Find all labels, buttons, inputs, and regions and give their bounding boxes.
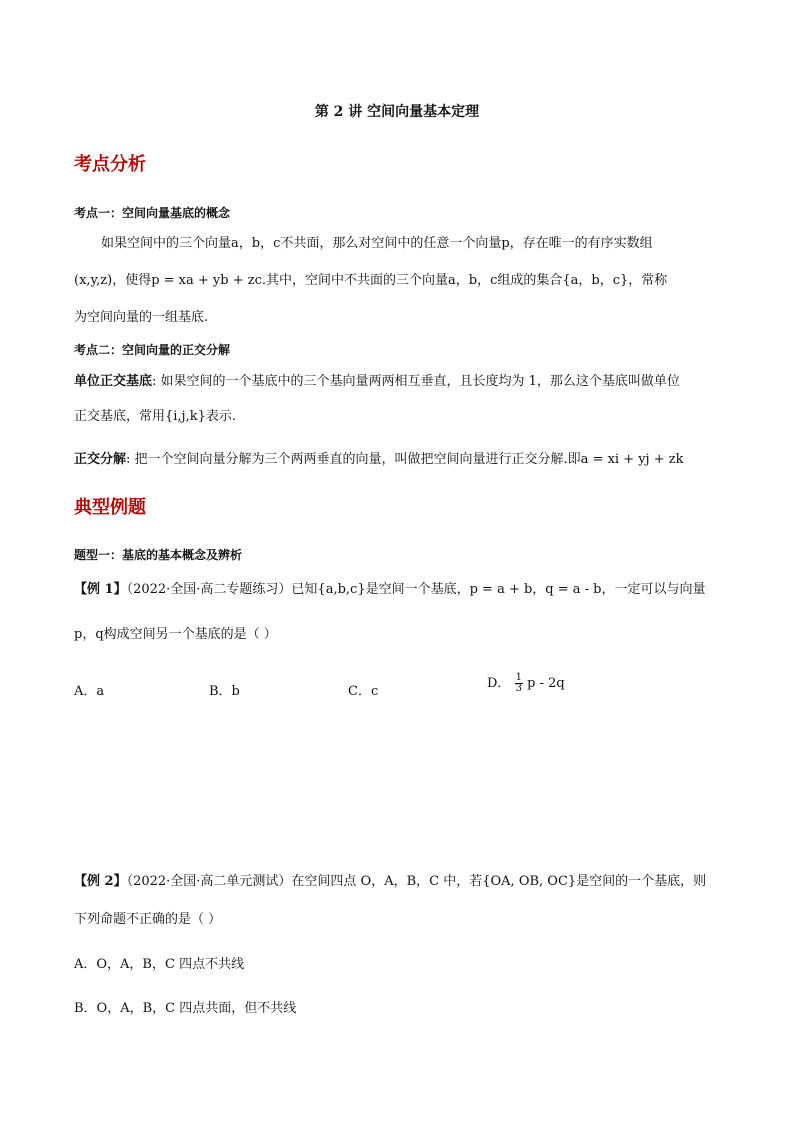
unit-basis-label: 单位正交基底 [74,374,153,389]
ex1-option-d [487,672,565,694]
ortho-label: 正交分解 [74,452,127,467]
fraction-denominator: 3 [515,683,522,694]
one-third-fraction [515,673,523,694]
ex2-tag: 【例 2】 [74,874,127,889]
ex2-text: （2022·全国·高二单元测试）在空间四点 O，A，B，C 中，若{OA, OB, OC}是空间的一个基底，则 [126,874,707,889]
type1-heading: 题型一：基底的基本概念及辨析 [74,548,243,562]
kp1-line2: (x,y,z)，使得p = xa + yb + zc.其中，空间中不共面的三个向量a，b，c组成的集合{a，b，c}，常称 [74,273,668,288]
ex1-text: （2022·全国·高二专题练习）已知{a,b,c}是空间一个基底，p = a + b，q = a - b，一定可以与向量 [126,582,706,597]
section-heading-analysis: 考点分析 [74,154,146,175]
ex2-line1 [74,872,706,892]
kp1-line3: 为空间向量的一组基底. [74,310,209,325]
ex1-line1 [74,580,706,600]
ortho-text: : 把一个空间向量分解为三个两两垂直的向量，叫做把空间向量进行正交分解.即a = xi + yj + zk [126,452,684,467]
section-heading-examples: 典型例题 [74,497,146,518]
unit-basis-text: : 如果空间的一个基底中的三个基向量两两相互垂直，且长度均为 1，那么这个基底叫做单位 [152,374,680,389]
page-title: 第 2 讲 空间向量基本定理 [314,104,480,120]
kp2-heading: 考点二：空间向量的正交分解 [74,343,231,357]
ex1-option-c: C．c [348,684,379,699]
kp1-heading: 考点一：空间向量基底的概念 [74,206,231,220]
option-d-expression: p - 2q [527,676,565,691]
ex1-option-b: B．b [209,684,240,699]
ex1-tag: 【例 1】 [74,582,127,597]
fraction-numerator: 1 [515,672,522,683]
kp2-unit-line2: 正交基底，常用{i,j,k}表示. [74,409,237,424]
ex1-line2: p，q构成空间另一个基底的是（ ） [74,627,277,642]
ex2-option-b: B．O，A，B，C 四点共面，但不共线 [74,1001,297,1016]
kp2-ortho-line [74,450,683,470]
ex2-option-a: A．O，A，B，C 四点不共线 [74,957,245,972]
option-d-label: D． [487,676,511,691]
ex1-option-a: A．a [74,684,105,699]
ex2-line2: 下列命题不正确的是（ ） [74,912,222,927]
kp2-unit-line1 [74,372,680,392]
kp1-line1: 如果空间中的三个向量a，b，c不共面，那么对空间中的任意一个向量p，存在唯一的有序实数组 [101,236,653,251]
